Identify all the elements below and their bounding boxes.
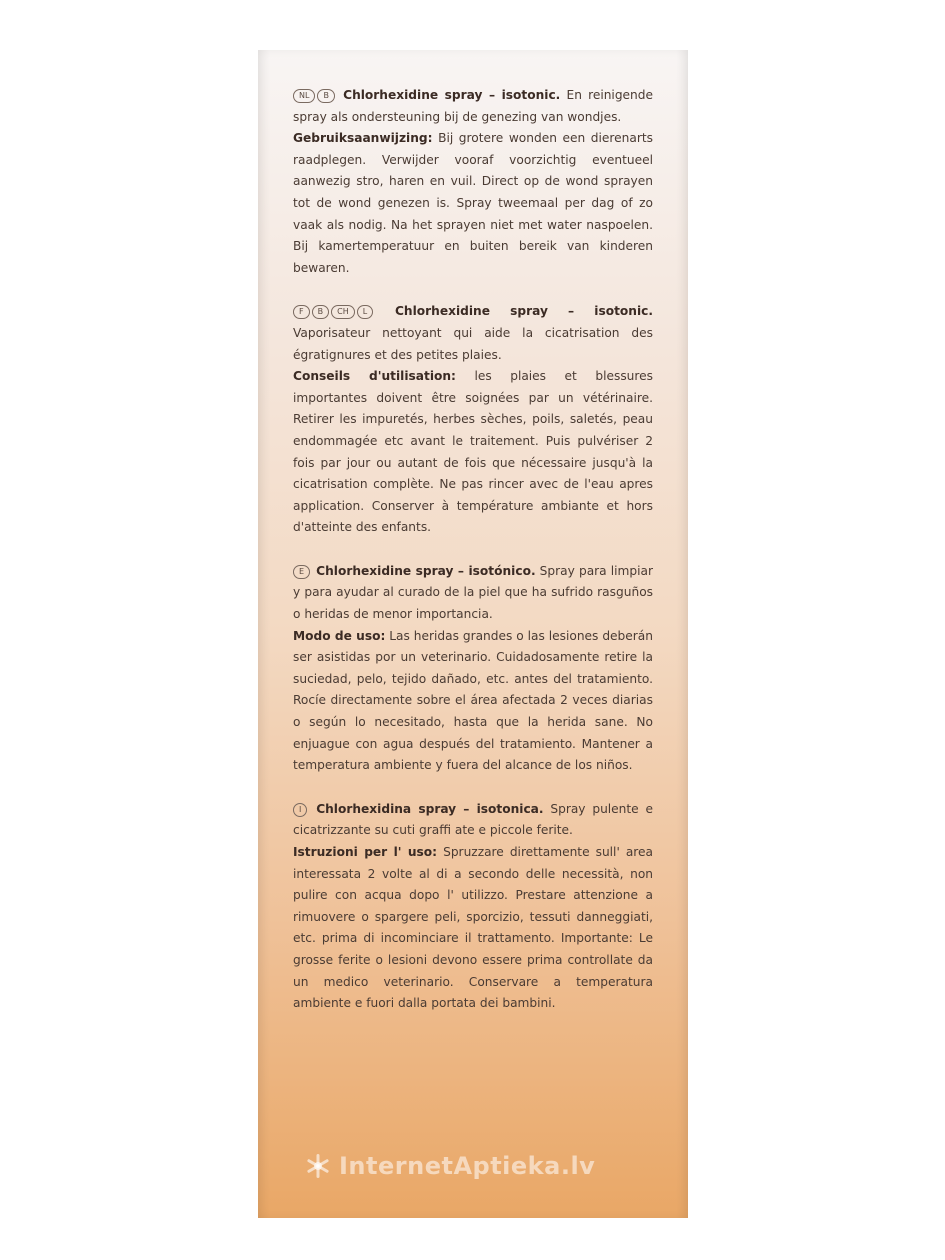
usage-body: Las heridas grandes o las lesiones deberán ser asistidas por un veterinario. Cuidadosamente retire la suciedad, pelo, tejido dañado, etc. antes del tratamiento. Rocíe directamente sobre el área afectada 2 veces diarias o según lo necesitado, hasta que la herida sane. No enjuague con agua después del tratamiento. Mantener a temperatura ambiente y fuera del alcance de los niños. (293, 628, 653, 773)
watermark-text: InternetAptieka.lv (339, 1152, 596, 1180)
lang-badge: L (357, 305, 373, 319)
lang-badge: E (293, 565, 310, 579)
section-title: Chlorhexidina spray – isotonica. (316, 801, 544, 816)
usage-body: Spruzzare direttamente sull' area interessata 2 volte al di a secondo delle necessità, non pulire con acqua dopo l' utilizzo. Prestare attenzione a rimuovere o spargere peli, sporcizio, tessuti danneggiati, etc. prima di incominciare il trattamento. Importante: Le grosse ferite o lesioni devono essere prima controllate da un medico veterinario. Conservare a temperatura ambiente e fuori dalla portata dei bambini. (293, 845, 653, 1011)
section-title: Chlorhexidine spray – isotonic. (394, 304, 653, 319)
language-badges (293, 802, 316, 816)
box-shadow-right (676, 50, 688, 1218)
section-title: Chlorhexidine spray – isotonic. (343, 88, 561, 102)
usage-label: Istruzioni per l' uso: (293, 845, 438, 859)
watermark (305, 1152, 665, 1180)
lang-badge: NL (293, 89, 315, 103)
language-badges (293, 88, 343, 102)
language-badges (293, 304, 395, 318)
box-shadow-left (258, 50, 270, 1218)
section-intro: Spray pulente e cicatrizzante su cuti graffi ate e piccole ferite. (293, 801, 653, 838)
usage-label: Conseils d'utilisation: (293, 369, 456, 384)
section-intro: Vaporisateur nettoyant qui aide la cicatrisation des égratignures et des petites plaies. (293, 325, 653, 362)
section-title: Chlorhexidine spray – isotónico. (316, 563, 536, 578)
section-spanish (293, 561, 653, 777)
section-intro: En reinigende spray als ondersteuning bij de genezing van wondjes. (293, 88, 654, 124)
lang-badge: CH (331, 305, 355, 319)
lang-badge: B (317, 89, 335, 103)
instructions-text (293, 85, 653, 1037)
section-dutch (293, 85, 653, 279)
section-french (293, 301, 653, 539)
language-badges (293, 564, 316, 578)
usage-body: les plaies et blessures importantes doivent être soignées par un vétérinaire. Retirer les impuretés, herbes sèches, poils, saletés, peau endommagée etc avant le traitement. Puis pulvériser 2 fois par jour ou autant de fois que nécessaire jusqu'à la cicatrisation complète. Ne pas rincer avec de l'eau apres application. Conserver à température ambiante et hors d'atteinte des enfants. (293, 369, 654, 535)
section-italian (293, 799, 653, 1015)
section-intro: Spray para limpiar y para ayudar al curado de la piel que ha sufrido rasguños o heridas de menor importancia. (293, 563, 653, 622)
asterisk-logo-icon (305, 1153, 331, 1179)
lang-badge: B (312, 305, 330, 319)
lang-badge: F (293, 305, 310, 319)
usage-body: Bij grotere wonden een dierenarts raadplegen. Verwijder vooraf voorzichtig eventueel aanwezig stro, haren en vuil. Direct op de wond sprayen tot de wond genezen is. Spray tweemaal per dag of zo vaak als nodig. Na het sprayen niet met water naspoelen. Bij kamertemperatuur en buiten bereik van kinderen bewaren. (293, 131, 653, 275)
usage-label: Gebruiksaanwijzing: (293, 131, 433, 146)
usage-label: Modo de uso: (293, 628, 386, 643)
lang-badge: I (293, 803, 307, 817)
